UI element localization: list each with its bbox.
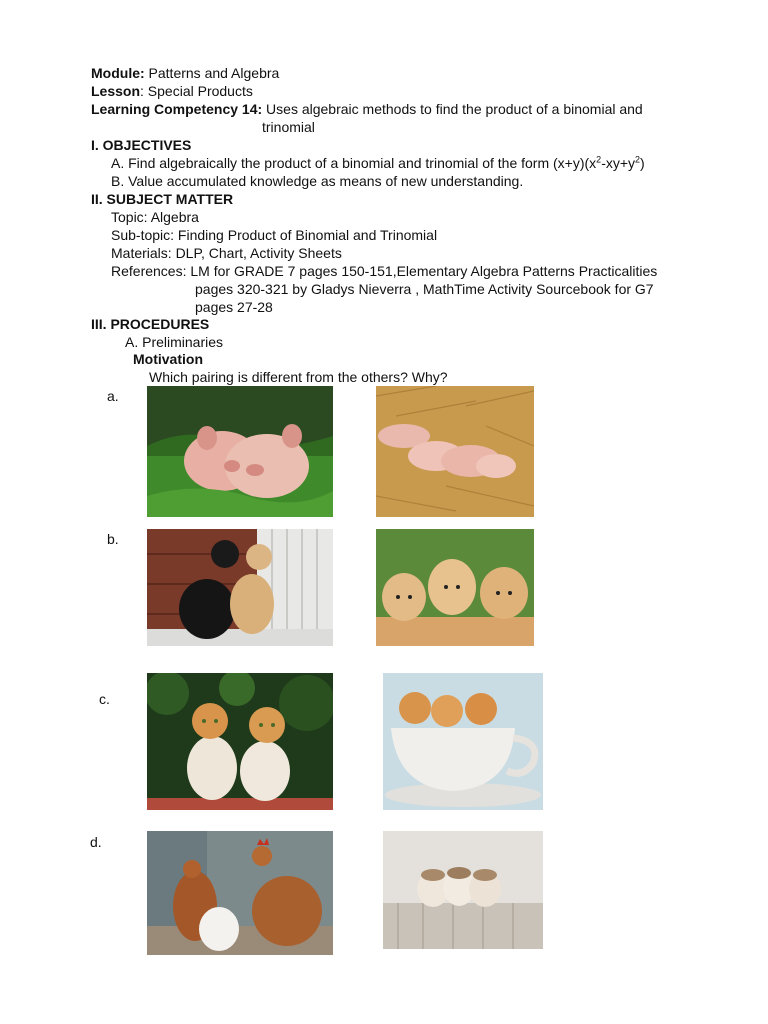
preliminaries-line: A. Preliminaries [125, 334, 224, 350]
pairing-label-c: c. [99, 691, 110, 707]
small-birds-photo [383, 831, 543, 949]
objective-a-mid: -xy+y [601, 155, 636, 171]
two-cats-photo [147, 673, 333, 810]
lesson-line [91, 83, 253, 100]
objective-a-exponent-1: 2 [596, 154, 602, 165]
lesson-label: Lesson [91, 83, 141, 99]
pairing-label-d: d. [90, 834, 102, 850]
puppies-photo [376, 529, 534, 646]
materials-line: Materials: DLP, Chart, Activity Sheets [111, 245, 342, 261]
competency-value-continued: trinomial [262, 119, 315, 135]
references-line-3: pages 27-28 [195, 299, 273, 315]
references-line-2: pages 320-321 by Gladys Nieverra , MathTime Activity Sourcebook for G7 [195, 281, 654, 297]
competency-label: Learning Competency 14: [91, 101, 263, 117]
references-line-1: References: LM for GRADE 7 pages 150-151,Elementary Algebra Patterns Practicalities [111, 263, 658, 279]
procedures-heading: III. PROCEDURES [91, 316, 210, 332]
topic-line: Topic: Algebra [111, 209, 199, 225]
objective-b: B. Value accumulated knowledge as means of new understanding. [111, 173, 524, 189]
objective-a-end: ) [640, 155, 645, 171]
module-value: Patterns and Algebra [148, 65, 280, 81]
module-line [91, 65, 279, 82]
objectives-heading: I. OBJECTIVES [91, 137, 192, 153]
two-pigs-photo [147, 386, 333, 517]
lesson-value: : Special Products [140, 83, 253, 99]
pairing-label-b: b. [107, 531, 119, 547]
competency-value: Uses algebraic methods to find the product of a binomial and [266, 101, 643, 117]
motivation-question: Which pairing is different from the others? Why? [149, 369, 448, 385]
subtopic-line: Sub-topic: Finding Product of Binomial and Trinomial [111, 227, 438, 243]
kittens-in-cup-photo [383, 673, 543, 810]
objective-a-text: A. Find algebraically the product of a binomial and trinomial of the form (x+y)(x [111, 155, 597, 171]
competency-line [91, 101, 643, 118]
pairing-label-a: a. [107, 388, 119, 404]
objective-a-exponent-2: 2 [635, 154, 641, 165]
subject-matter-heading: II. SUBJECT MATTER [91, 191, 234, 207]
objective-a [111, 155, 645, 172]
two-dogs-photo [147, 529, 333, 646]
piglets-photo [376, 386, 534, 517]
module-label: Module: [91, 65, 145, 81]
hens-photo [147, 831, 333, 955]
motivation-heading: Motivation [133, 351, 203, 367]
